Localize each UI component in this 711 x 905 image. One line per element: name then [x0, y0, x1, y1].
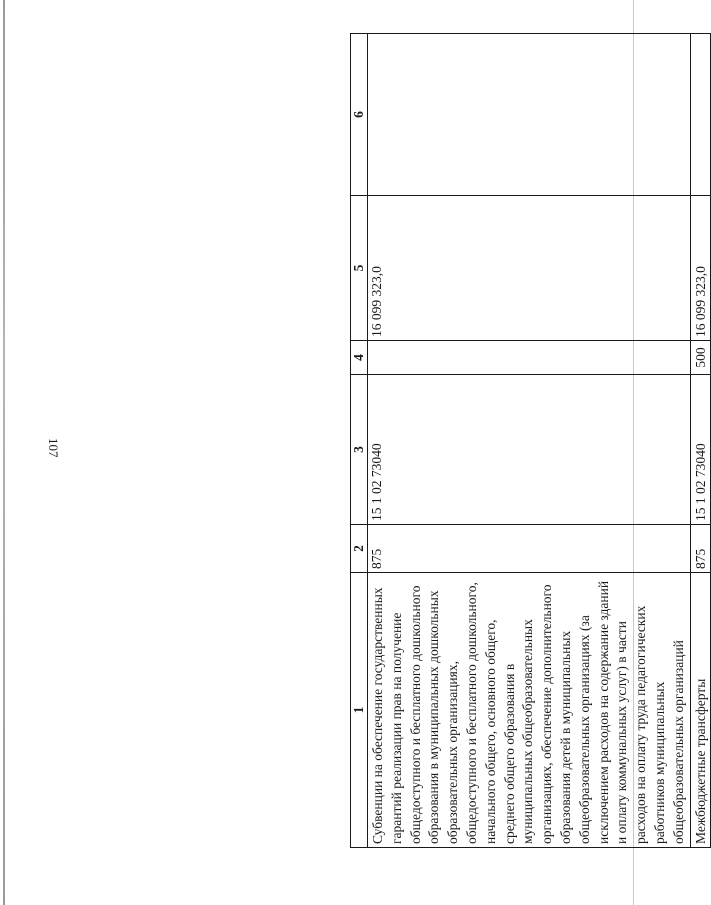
header-col-5: 5	[351, 196, 368, 341]
row-col-6	[690, 34, 710, 196]
table-row	[368, 34, 691, 848]
row-col-6	[368, 34, 691, 196]
row-code-2: 875	[368, 525, 691, 573]
header-col-4: 4	[351, 341, 368, 375]
row-description: Межбюджетные трансферты	[690, 573, 710, 848]
header-row	[351, 34, 368, 848]
row-amount: 16 099 323,0	[690, 196, 710, 341]
row-code-4: 500	[690, 341, 710, 375]
row-code-2: 875	[690, 525, 710, 573]
row-code-4	[368, 341, 691, 375]
budget-table	[350, 33, 711, 848]
row-description: Субвенции на обеспечение государственных гарантий реализации прав на получение общедоступного и бесплатного дошкольного образования в муниципальных дошкольных образовательных организациях, общедоступного и бесплатного дошкольного, начального общего, основного общего, среднего общего образования в муниципальных общеобразовательных организациях, обеспечение дополнительного образования детей в муниципальных общеобразовательных организациях (за исключением расходов на содержание зданий и оплату коммунальных услуг) в части расходов на оплату труда педагогических работников муниципальных общеобразовательных организаций	[368, 573, 691, 848]
page-number: 107	[46, 438, 61, 458]
row-code-3: 15 1 02 73040	[368, 375, 691, 525]
row-code-3: 15 1 02 73040	[690, 375, 710, 525]
rotated-table-container	[350, 34, 708, 848]
header-col-2: 2	[351, 525, 368, 573]
scan-edge-left	[3, 0, 5, 905]
header-col-6: 6	[351, 34, 368, 196]
header-col-3: 3	[351, 375, 368, 525]
header-col-1: 1	[351, 573, 368, 848]
row-amount: 16 099 323,0	[368, 196, 691, 341]
table-row	[690, 34, 710, 848]
